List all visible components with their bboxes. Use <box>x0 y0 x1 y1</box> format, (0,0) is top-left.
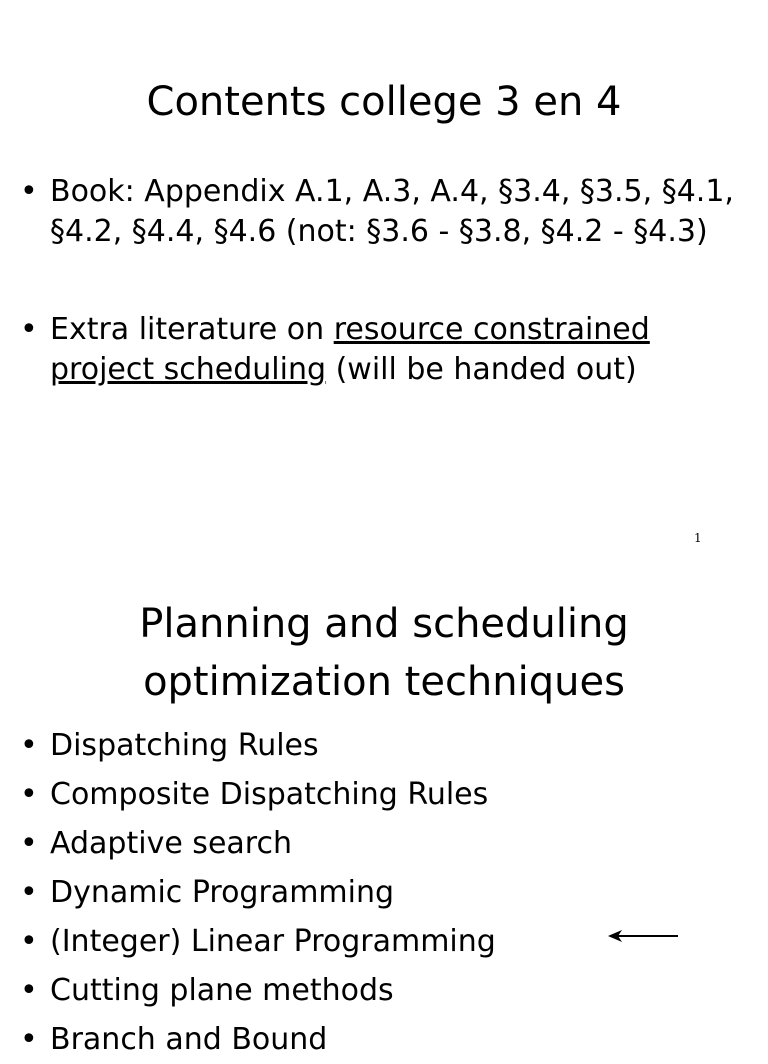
literature-link[interactable]: resource constrained project scheduling <box>50 312 650 387</box>
list-item-text: Dispatching Rules <box>50 728 319 763</box>
list-item <box>20 819 750 868</box>
page-number: 1 <box>694 531 702 545</box>
bullet-icon: • <box>20 174 38 209</box>
list-item <box>20 770 750 819</box>
left-arrow-icon <box>606 928 680 944</box>
bullet-list <box>20 721 750 1064</box>
bullet-icon: • <box>20 826 38 861</box>
list-item <box>20 868 750 917</box>
list-item-text: Branch and Bound <box>50 1022 328 1057</box>
bullet-text-prefix: Extra literature on <box>50 312 334 347</box>
bullet-icon: • <box>20 875 38 910</box>
bullet-icon: • <box>20 1022 38 1057</box>
bullet-icon: • <box>20 728 38 763</box>
list-item-text: Composite Dispatching Rules <box>50 777 489 812</box>
bullet-extra-literature <box>20 310 750 390</box>
list-item <box>20 1015 750 1064</box>
list-item-text: Cutting plane methods <box>50 973 394 1008</box>
bullet-list <box>20 172 750 390</box>
list-item <box>20 721 750 770</box>
bullet-text-suffix: (will be handed out) <box>326 352 637 387</box>
bullet-book <box>20 172 750 252</box>
list-item-text: (Integer) Linear Programming <box>50 924 496 959</box>
slide-techniques <box>0 560 768 1057</box>
bullet-icon: • <box>20 924 38 959</box>
bullet-text: Book: Appendix A.1, A.3, A.4, §3.4, §3.5, §4.1, §4.2, §4.4, §4.6 (not: §3.6 - §3.8, §4.2 - §4.3) <box>50 174 734 249</box>
bullet-icon: • <box>20 312 38 347</box>
list-item-text: Dynamic Programming <box>50 875 395 910</box>
list-item <box>20 966 750 1015</box>
bullet-icon: • <box>20 973 38 1008</box>
bullet-icon: • <box>20 777 38 812</box>
slide-title: Contents college 3 en 4 <box>146 79 622 125</box>
list-item-text: Adaptive search <box>50 826 292 861</box>
slide-title: Planning and scheduling optimization techniques <box>139 601 629 705</box>
